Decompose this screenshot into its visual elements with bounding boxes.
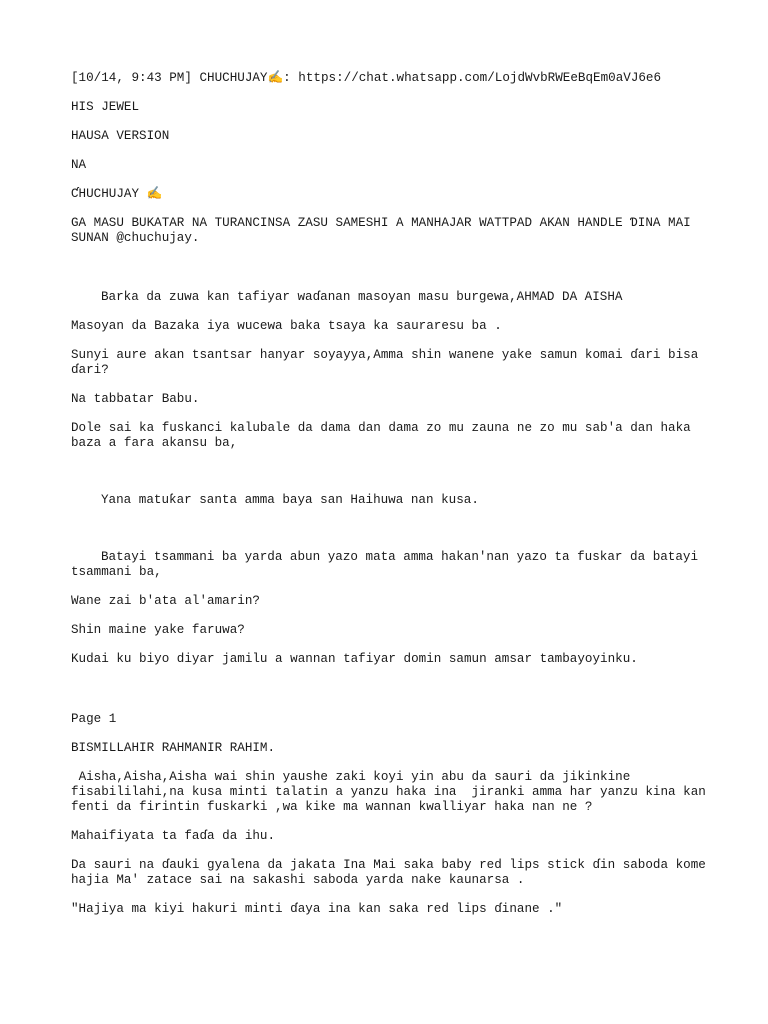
yana-paragraph: Yana matuƙar santa amma baya san Haihuwa nan kusa. (101, 493, 479, 507)
story-subtitle: HAUSA VERSION (71, 129, 170, 143)
blank-gap (71, 260, 711, 290)
intro-paragraph: Masoyan da Bazaka iya wucewa baka tsaya ka sauraresu ba . (71, 319, 502, 333)
question-paragraph: Kudai ku biyo diyar jamilu a wannan tafiyar domin samun amsar tambayoyinku. (71, 652, 638, 666)
bismillah-line: BISMILLAHIR RAHMANIR RAHIM. (71, 741, 276, 755)
blank-gap (71, 522, 711, 550)
document-page (71, 71, 714, 931)
blank-gap (71, 681, 711, 712)
question-paragraph: Wane zai b'ata al'amarin? (71, 594, 260, 608)
by-line: NA (71, 158, 87, 172)
intro-paragraph: Dole sai ka fuskanci kalubale da dama dan dama zo mu zauna ne zo mu sab'a dan haka baza a fara akansu ba, (71, 421, 699, 450)
author-name: ƇHUCHUJAY ✍️ (71, 187, 163, 201)
story-paragraph: Da sauri na ɗauki gyalena da jakata Ina Mai saka baby red lips stick ɗin saboda kome hajia Ma' zatace sai na sakashi saboda yarda nake kaunarsa . (71, 858, 714, 887)
whatsapp-header-line: [10/14, 9:43 PM] CHUCHUJAY✍️: https://chat.whatsapp.com/LojdWvbRWEeBqEm0aVJ6e6 (71, 71, 662, 85)
blank-gap (71, 465, 711, 493)
question-paragraph: Shin maine yake faruwa? (71, 623, 245, 637)
story-title: HIS JEWEL (71, 100, 140, 114)
wattpad-notice: GA MASU BUKATAR NA TURANCINSA ZASU SAMESHI A MANHAJAR WATTPAD AKAN HANDLE ƊINA MAI SUNAN @chuchujay. (71, 216, 699, 245)
story-paragraph: Mahaifiyata ta faɗa da ihu. (71, 829, 276, 843)
question-paragraph: Batayi tsammani ba yarda abun yazo mata amma hakan'nan yazo ta fuskar da batayi tsammani ba, (71, 550, 706, 579)
intro-paragraph: Barka da zuwa kan tafiyar waɗanan masoyan masu burgewa,AHMAD DA AISHA (101, 290, 623, 304)
page-number-label: Page 1 (71, 712, 117, 726)
story-paragraph: "Hajiya ma kiyi hakuri minti ɗaya ina kan saka red lips ɗinane ." (71, 902, 563, 916)
story-paragraph: Aisha,Aisha,Aisha wai shin yaushe zaki koyi yin abu da sauri da jikinkine fisabililahi,na kusa minti talatin a yanzu haka ina jiranki amma har yanzu kina kan fenti da firintin fuskarki ,wa kike ma wannan kwalliyar haka nan ne ? (71, 770, 714, 814)
intro-paragraph: Sunyi aure akan tsantsar hanyar soyayya,Amma shin wanene yake samun komai ɗari bisa ɗari? (71, 348, 706, 377)
intro-paragraph: Na tabbatar Babu. (71, 392, 200, 406)
